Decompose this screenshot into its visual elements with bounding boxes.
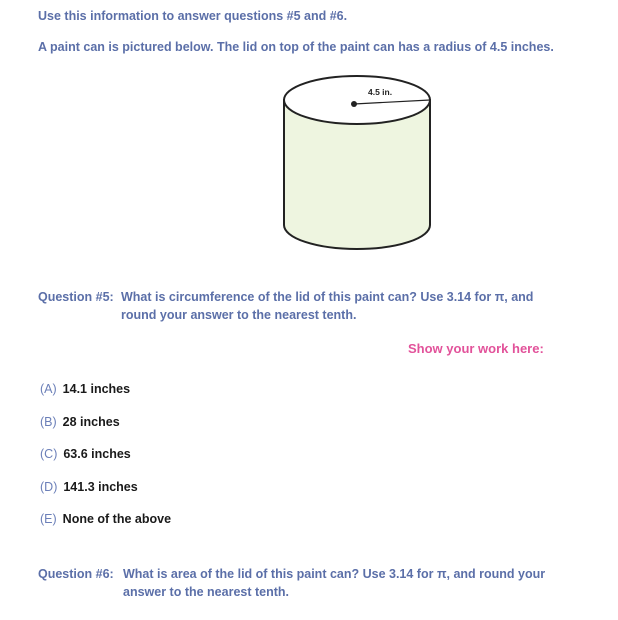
choice-letter: (C) [40, 447, 58, 461]
choice-answer: 14.1 inches [62, 382, 131, 396]
choice-letter: (E) [40, 512, 57, 526]
choice-letter: (B) [40, 415, 57, 429]
choice-answer: 141.3 inches [63, 480, 138, 494]
question-6-label: Question #6: [38, 567, 114, 581]
choice-e[interactable] [40, 512, 171, 526]
choice-a[interactable] [40, 382, 130, 396]
choice-c[interactable] [40, 447, 131, 461]
choice-letter: (A) [40, 382, 57, 396]
choice-d[interactable] [40, 480, 138, 494]
radius-label: 4.5 in. [368, 87, 393, 97]
question-6-text-line-2: answer to the nearest tenth. [123, 585, 290, 599]
question-5-text-line-2: round your answer to the nearest tenth. [121, 308, 357, 322]
question-6-text-line-1: What is area of the lid of this paint can? Use 3.14 for π, and round your [123, 567, 546, 581]
center-point [351, 101, 357, 107]
choice-answer: 63.6 inches [63, 447, 131, 461]
can-lid [284, 76, 430, 124]
instructions-line-2: A paint can is pictured below. The lid on top of the paint can has a radius of 4.5 inches. [38, 40, 554, 54]
instructions-line-1: Use this information to answer questions #5 and #6. [38, 9, 348, 23]
choice-b[interactable] [40, 415, 120, 429]
paint-can-figure [270, 70, 445, 265]
choice-answer: None of the above [62, 512, 172, 526]
choice-answer: 28 inches [62, 415, 120, 429]
show-work-prompt: Show your work here: [408, 341, 544, 356]
question-5-text-line-1: What is circumference of the lid of this paint can? Use 3.14 for π, and [121, 290, 534, 304]
choice-letter: (D) [40, 480, 58, 494]
question-5-label: Question #5: [38, 290, 114, 304]
